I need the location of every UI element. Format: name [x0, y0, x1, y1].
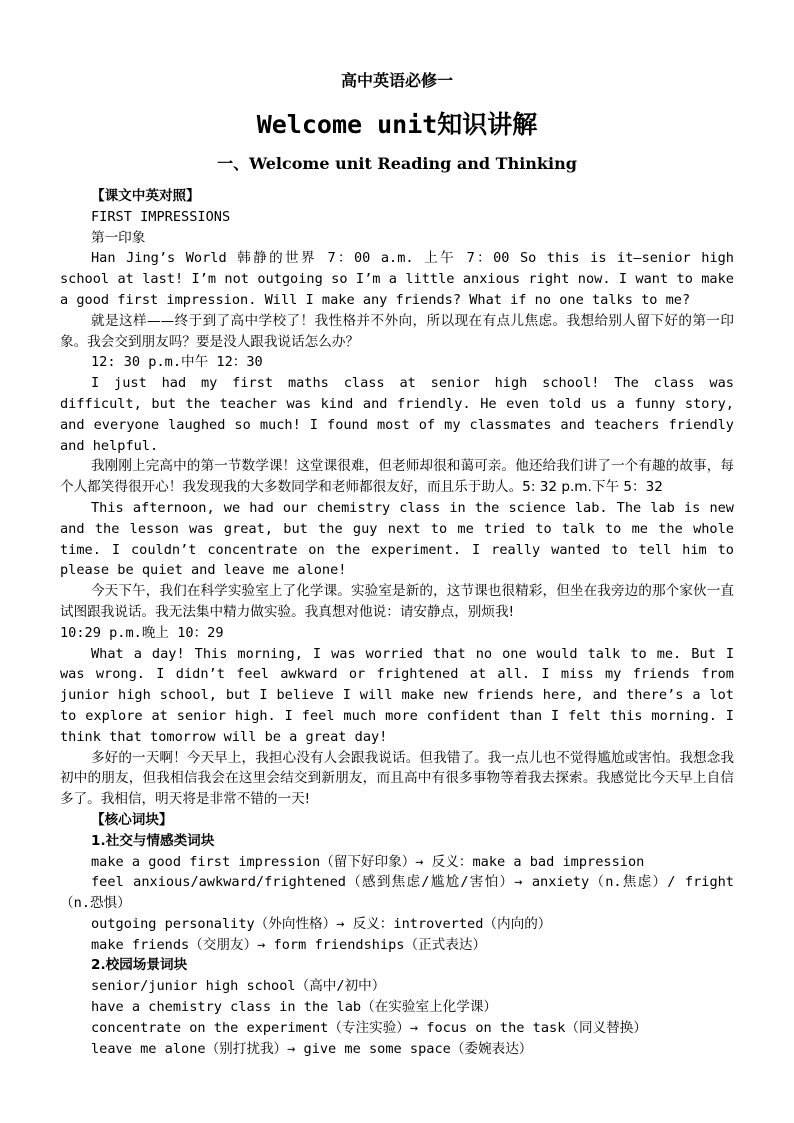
vocab-item: senior/junior high school（高中/初中） — [91, 978, 386, 995]
paragraph-1-en: Han Jing’s World 韩静的世界 7：00 a.m. 上午 7：00 So this is it—senior high school at last! I’m not outgoing so I’m a little anxious right now. I want to make a good first impression. Will I make any friends? What if no one talks to me? — [60, 250, 734, 308]
vocab-item: outgoing personality（外向性格）→ 反义：introverted（内向的） — [91, 915, 552, 932]
vocab-item: leave me alone（别打扰我）→ give me some space（委婉表达） — [91, 1040, 533, 1057]
paragraph-2-zh: 我刚刚上完高中的第一节数学课！这堂课很难，但老师却很和蔼可亲。他还给我们讲了一个有趣的故事，每个人都笑得很开心！我发现我的大多数同学和老师都很友好，而且乐于助人。5: 32 p.m.下午 5：32 — [60, 458, 734, 496]
vocab-section-heading: 【核心词块】 — [91, 811, 173, 828]
vocab-item: make friends（交朋友）→ form friendships（正式表达） — [91, 936, 487, 953]
course-title: 高中英语必修一 — [340, 71, 453, 90]
document-body — [60, 186, 734, 1059]
vocab-item: make a good first impression（留下好印象）→ 反义：make a bad impression — [91, 853, 645, 870]
paragraph-3-en: This afternoon, we had our chemistry class in the science lab. The lab is new and the lesson was great, but the guy next to me tried to talk to me the whole time. I couldn’t concentrate on the experiment. I really wanted to tell him to please be quiet and leave me alone! — [60, 499, 734, 579]
vocab-item: concentrate on the experiment（专注实验）→ focus on the task（同义替换） — [91, 1019, 647, 1036]
vocab-item: feel anxious/awkward/frightened（感到焦虑/尴尬/害怕）→ anxiety（n.焦虑）/ fright（n.恐惧） — [60, 874, 734, 912]
text-title-en: FIRST IMPRESSIONS — [91, 208, 231, 225]
paragraph-2-en: I just had my first maths class at senior high school! The class was difficult, but the teacher was kind and friendly. He even told us a funny story, and everyone laughed so much! I found most of my classmates and teachers friendly and helpful. — [60, 375, 734, 454]
vocab-item: have a chemistry class in the lab（在实验室上化学课） — [91, 999, 498, 1016]
paragraph-4-en: What a day! This morning, I was worried that no one would talk to me. But I was wrong. I didn’t feel awkward or frightened at all. I miss my friends from junior high school, but I believe I will make new friends here, and there’s a lot to explore at senior high. I feel much more confident than I felt this morning. I think that tomorrow will be a great day! — [60, 645, 734, 745]
section-title: 一、Welcome unit Reading and Thinking — [217, 154, 577, 173]
vocab-group-2-title: 2.校园场景词块 — [91, 957, 188, 974]
unit-title: Welcome unit知识讲解 — [256, 110, 538, 139]
paragraph-1-zh: 就是这样——终于到了高中学校了！我性格并不外向，所以现在有点儿焦虑。我想给别人留下好的第一印象。我会交到朋友吗？要是没人跟我说话怎么办？ — [60, 312, 734, 350]
time-stamp-2: 12: 30 p.m.中午 12：30 — [91, 354, 263, 371]
text-section-heading: 【课文中英对照】 — [91, 188, 200, 204]
paragraph-3-zh: 今天下午，我们在科学实验室上了化学课。实验室是新的，这节课也很精彩，但坐在我旁边的那个家伙一直试图跟我说话。我无法集中精力做实验。我真想对他说：请安静点，别烦我! — [60, 583, 734, 620]
time-stamp-4: 10:29 p.m.晚上 10：29 — [60, 624, 224, 641]
vocab-group-1-title: 1.社交与情感类词块 — [91, 832, 215, 849]
text-title-zh: 第一印象 — [91, 229, 146, 246]
paragraph-4-zh: 多好的一天啊！今天早上，我担心没有人会跟我说话。但我错了。我一点儿也不觉得尴尬或害怕。我想念我初中的朋友，但我相信我会在这里会结交到新朋友，而且高中有很多事物等着我去探索。我感觉比今天早上自信多了。我相信，明天将是非常不错的一天! — [60, 749, 734, 808]
